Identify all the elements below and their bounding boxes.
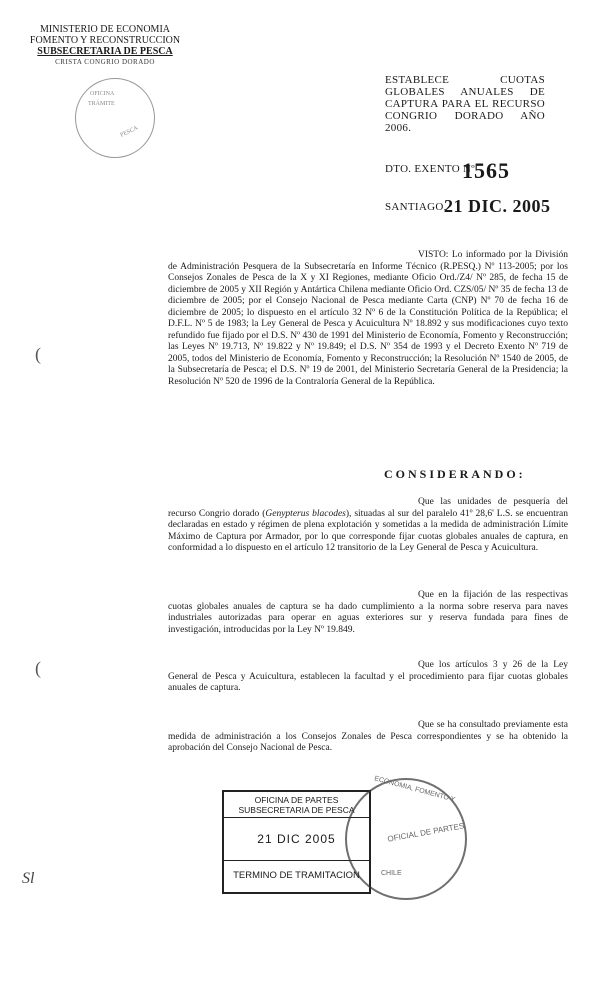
margin-bracket-mark: ( — [35, 658, 41, 678]
considerando-heading: CONSIDERANDO: — [384, 467, 526, 481]
handwritten-initials: Sl — [22, 870, 35, 887]
considerando-paragraph-1: Que las unidades de pesquería del recurso Congrio dorado (Genypterus blacodes), situadas al sur del paralelo 41º 28,6' L.S. se encuentran declaradas en estado y régimen de plena explotación y sometidas a la medida de administración Límite Máximo de Captura por Armador, por lo que corresponde fijar cuotas globales anuales de captura, en conformidad a lo dispuesto en el artículo 12 transitorio de la Ley General de Pesca y Acuicultura. — [168, 497, 569, 553]
ministry-header — [25, 24, 185, 68]
stamp-footer: TERMINO DE TRAMITACION — [233, 870, 360, 881]
decree-label: DTO. EXENTO Nº — [385, 163, 476, 175]
official-seal-left: OFICINA TRÁMITE PESCA — [75, 78, 155, 158]
stamp-office-line: OFICINA DE PARTES — [254, 795, 339, 805]
official-round-stamp: ECONOMIA, FOMENTO Y OFICIAL DE PARTES CHILE — [345, 778, 467, 900]
decree-number: 1565 — [462, 158, 510, 183]
species-name: Genypterus blacodes — [265, 508, 346, 519]
margin-bracket-mark: ( — [35, 344, 41, 364]
ministry-name: MINISTERIO DE ECONOMIA — [40, 24, 170, 35]
visto-paragraph: VISTO: Lo informado por la División de Administración Pesquera de la Subsecretaría en Informe Técnico (R.PESQ.) Nº 113-2005; por los Consejos Zonales de Pesca de la X y XI Regiones, mediante Oficio Ord./Z4/ Nº 285, de fecha 15 de diciembre de 2005 y XII Región y Antártica Chilena mediante Oficio Ord. CZS/05/ Nº 35 de fecha 13 de diciembre de 2005; por el Consejo Nacional de Pesca mediante Carta (CNP) Nº 70 de fecha 16 de diciembre de 2005; lo dispuesto en el artículo 32 Nº 6 de la Constitución Política de la República; el D.F.L. Nº 5 de 1983; la Ley General de Pesca y Acuicultura Nº 18.892 y sus modificaciones cuyo texto refundido fue fijado por el D.S. Nº 430 de 1991 del Ministerio de Economía, Fomento y Reconstrucción; las Leyes Nº 19.713, Nº 19.822 y Nº 19.849; el D.S. Nº 354 de 1993 y el Decreto Exento Nº 719 de 2005, todos del Ministerio de Economía, Fomento y Reconstrucción; la Resolución Nº 1540 de 2005, de la Subsecretaría de Pesca; el D.S. Nº 19 de 2001, del Ministerio Secretaría General de la Presidencia; la Resolución Nº 520 de 1996 de la Contraloría General de la República. — [168, 250, 568, 387]
place-label: SANTIAGO, — [385, 201, 447, 213]
subsecretaria-name: SUBSECRETARIA DE PESCA — [37, 46, 173, 57]
considerando-paragraph-2: Que en la fijación de las respectivas cuotas globales anuales de captura se ha dado cumplimiento a la norma sobre reserva para naves industriales autorizadas para operar en aguas exteriores sur y reserva fundada para fines de investigación, introducidas por la Ley Nº 19.849. — [168, 590, 568, 635]
considerando-paragraph-4: Que se ha consultado previamente esta medida de administración a los Consejos Zonales de Pesca correspondientes y se ha obtenido la aprobación del Consejo Nacional de Pesca. — [168, 720, 568, 753]
considerando-paragraph-3: Que los artículos 3 y 26 de la Ley General de Pesca y Acuicultura, establecen la facultad y el procedimiento para fijar cuotas globales anuales de captura. — [168, 660, 568, 693]
header-reference: CRISTA CONGRIO DORADO — [55, 58, 155, 66]
stamp-date: 21 DIC 2005 — [224, 818, 369, 861]
stamp-office-subline: SUBSECRETARIA DE PESCA — [238, 805, 355, 815]
ministry-subtitle: FOMENTO Y RECONSTRUCCION — [29, 35, 181, 46]
decree-date: 21 DIC. 2005 — [444, 196, 551, 216]
decree-subject: ESTABLECE CUOTAS GLOBALES ANUALES DE CAPTURA PARA EL RECURSO CONGRIO DORADO AÑO 2006. — [385, 74, 545, 134]
